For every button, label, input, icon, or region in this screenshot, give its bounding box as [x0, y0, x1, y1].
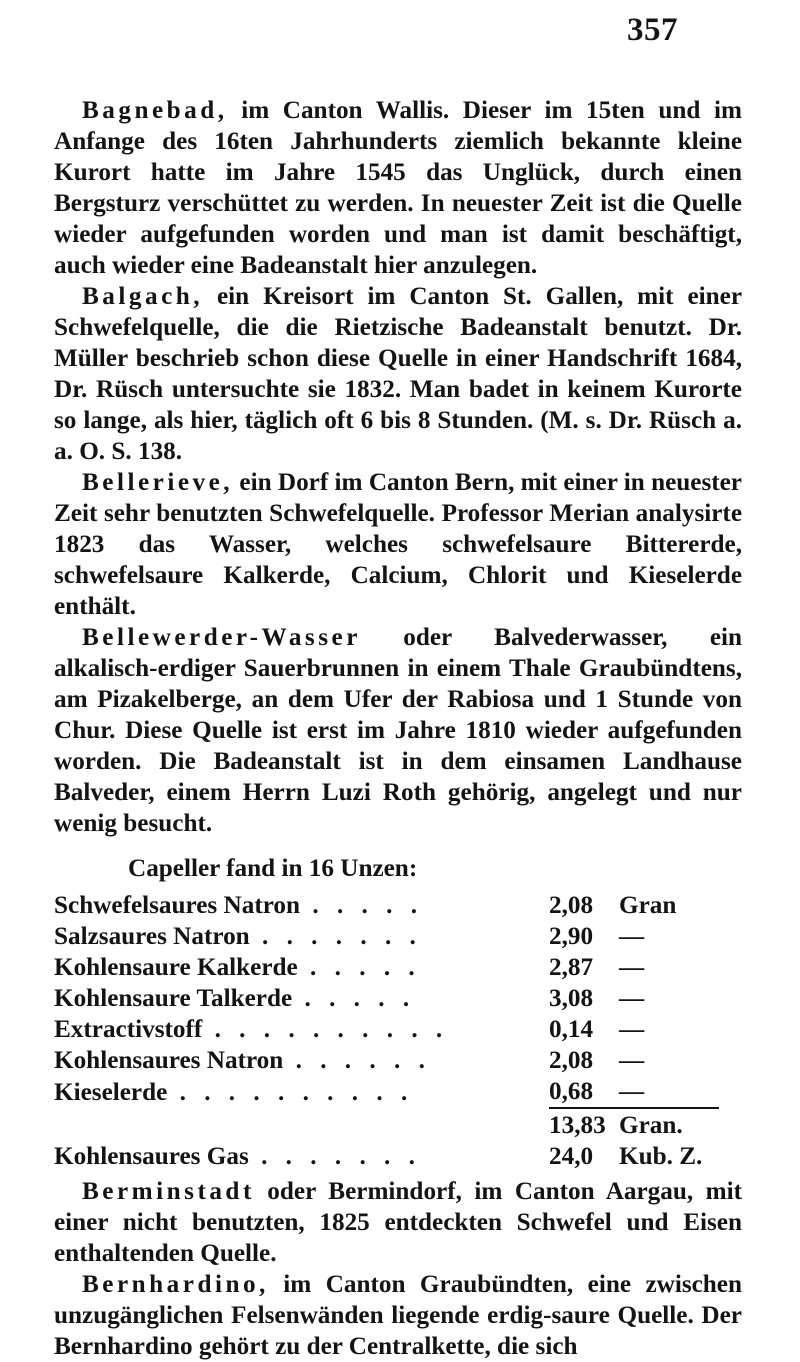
gas-value: 24,0	[549, 1143, 594, 1170]
analysis-row	[54, 983, 719, 1014]
entry-headword: Balgach,	[82, 283, 204, 310]
entry-headword: Bellewerder-Wasser	[82, 624, 361, 651]
page-body	[54, 95, 742, 1362]
leader-dots: . . . . . . . . . .	[202, 1016, 449, 1043]
leader-dots: . . . . . . .	[249, 923, 422, 950]
ingredient-name: Kieselerde	[54, 1079, 168, 1106]
entry-text: oder Bermindorf, im Canton Aargau, mit einer nicht benutzten, 1825 entdeckten Schwefel und Eisen enthaltenden Quelle.	[54, 1178, 742, 1267]
analysis-heading: Capeller fand in 16 Unzen:	[128, 855, 418, 882]
leader-dots: . . . . . .	[283, 1047, 431, 1074]
entry-text: ein Dorf im Canton Bern, mit einer in neuester Zeit sehr benutzten Schwefelquelle. Professor Merian analysirte 1823 das Wasser, welches schwefelsaure Bittererde, schwefelsaure Kalkerde, Calcium, Chlorit und Kieselerde enthält.	[54, 469, 742, 620]
analysis-row	[54, 1045, 719, 1076]
ingredient-value: 2,90	[549, 923, 594, 950]
entry-headword: Bellerieve,	[82, 469, 234, 496]
ingredient-name: Schwefelsaures Natron	[54, 892, 301, 919]
entry-text: oder Balvederwasser, ein alkalisch-erdiger Sauerbrunnen in einem Thale Graubündtens, am Pizakelberge, an dem Ufer der Rabiosa und 1 Stunde von Chur. Diese Quelle ist erst im Jahre 1810 wieder aufgefunden worden. Die Badeanstalt ist in dem einsamen Landhause Balveder, einem Herrn Luzi Roth gehörig, angelegt und nur wenig besucht.	[54, 624, 742, 837]
leader-dots: . . . . . . . . . .	[167, 1079, 414, 1106]
ingredient-unit: —	[619, 1047, 645, 1074]
ingredient-value: 0,68	[549, 1078, 594, 1105]
leader-dots: . . . . . . .	[248, 1143, 421, 1170]
ingredient-value: 2,87	[549, 954, 594, 981]
ingredient-name: Salzsaures Natron	[54, 923, 250, 950]
analysis-row	[54, 921, 719, 952]
leader-dots: . . . . .	[297, 954, 421, 981]
entry-balgach	[54, 281, 742, 467]
analysis-table	[54, 890, 719, 1172]
ingredient-name: Kohlensaure Kalkerde	[54, 954, 298, 981]
entry-headword: Bagnebad,	[82, 97, 228, 124]
page-number: 357	[627, 12, 678, 48]
ingredient-unit: Gran	[619, 892, 677, 919]
entry-headword: Bernhardino,	[82, 1271, 269, 1298]
ingredient-unit: —	[619, 923, 645, 950]
analysis-row	[54, 952, 719, 983]
entry-text: im Canton Graubündten, eine zwischen unzugänglichen Felsenwänden liegende erdig-saure Quelle. Der Bernhardino gehört zu der Centralkette, die sich	[54, 1271, 742, 1360]
entry-bellewerder-wasser	[54, 622, 742, 839]
ingredient-name: Kohlensaures Natron	[54, 1047, 284, 1074]
analysis-total-row	[54, 1108, 719, 1141]
entry-text: ein Kreisort im Canton St. Gallen, mit einer Schwefelquelle, die die Rietzische Badeanstalt benutzt. Dr. Müller beschrieb schon diese Quelle in einer Handschrift 1684, Dr. Rüsch untersuchte sie 1832. Man badet in keinem Kurorte so lange, als hier, täglich oft 6 bis 8 Stunden. (M. s. Dr. Rüsch a. a. O. S. 138.	[54, 283, 742, 465]
analysis-row	[54, 1014, 719, 1045]
entry-bagnebad	[54, 95, 742, 281]
entry-text: im Canton Wallis. Dieser im 15ten und im Anfange des 16ten Jahrhunderts ziemlich bekannte kleine Kurort hatte im Jahre 1545 das Unglück, durch einen Bergsturz verschüttet zu werden. In neuester Zeit ist die Quelle wieder aufgefunden worden und man ist damit beschäftigt, auch wieder eine Badeanstalt hier anzulegen.	[54, 97, 742, 279]
ingredient-value: 2,08	[549, 1047, 594, 1074]
analysis-row	[54, 1076, 719, 1108]
ingredient-value: 2,08	[549, 892, 594, 919]
ingredient-unit: —	[619, 954, 645, 981]
total-unit: Gran.	[613, 1108, 719, 1141]
ingredient-value: 0,14	[549, 1016, 594, 1043]
entry-berminstadt	[54, 1176, 742, 1269]
leader-dots: . . . . .	[292, 985, 416, 1012]
entry-bernhardino	[54, 1269, 742, 1362]
ingredient-name: Extractivstoff	[54, 1016, 203, 1043]
ingredient-unit: —	[619, 1016, 645, 1043]
analysis-row	[54, 890, 719, 921]
total-value: 13,83	[549, 1108, 613, 1141]
analysis-gas-row	[54, 1141, 719, 1172]
ingredient-unit: —	[619, 985, 645, 1012]
leader-dots: . . . . .	[300, 892, 424, 919]
gas-name: Kohlensaures Gas	[54, 1143, 249, 1170]
entry-headword: Berminstadt	[82, 1178, 255, 1205]
gas-unit: Kub. Z.	[619, 1143, 703, 1170]
ingredient-value: 3,08	[549, 985, 594, 1012]
ingredient-unit: —	[619, 1078, 645, 1105]
entry-bellerieve	[54, 467, 742, 622]
ingredient-name: Kohlensaure Talkerde	[54, 985, 293, 1012]
